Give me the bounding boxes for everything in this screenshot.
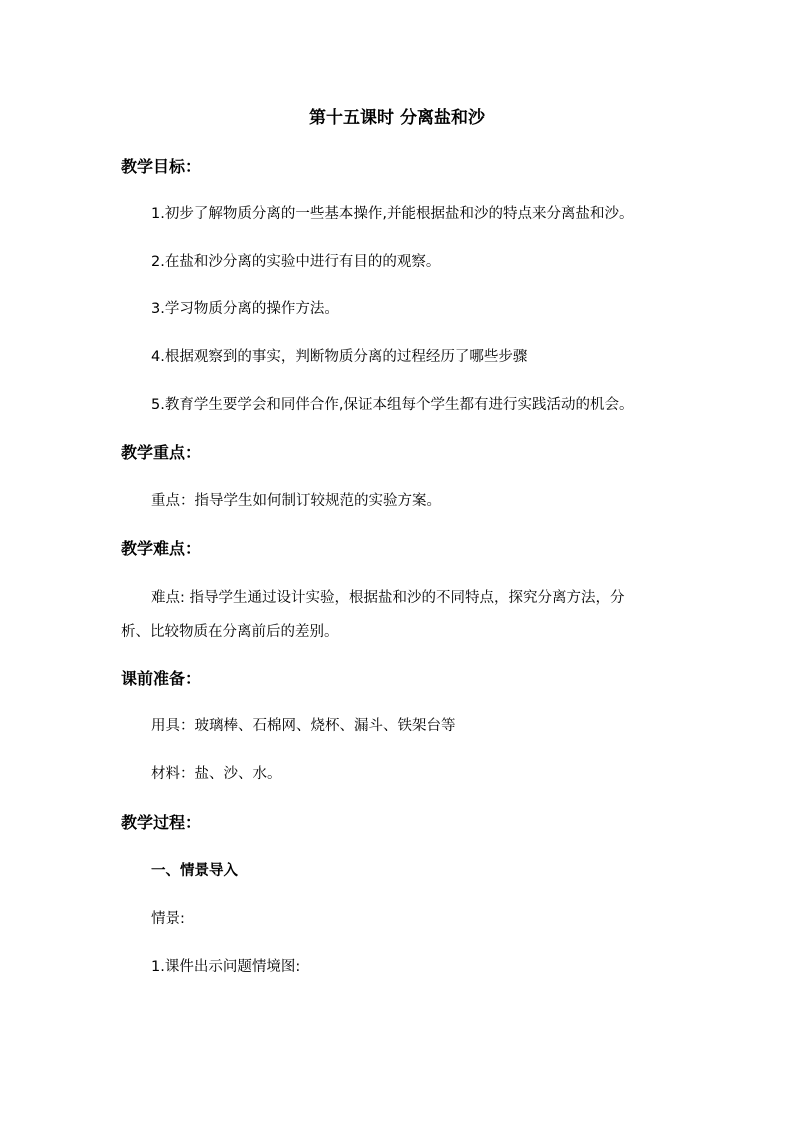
key-points-text: 重点：指导学生如何制订较规范的实验方案。: [151, 493, 441, 509]
heading-objectives: 教学目标：: [121, 157, 202, 176]
objective-item-3: 3.学习物质分离的操作方法。: [151, 301, 339, 317]
process-subheading: 一、情景导入: [151, 863, 238, 879]
heading-preparation: 课前准备：: [121, 669, 202, 688]
difficulties-line-1: 难点: 指导学生通过设计实验，根据盐和沙的不同特点，探究分离方法，分: [151, 590, 625, 606]
preparation-tools: 用具：玻璃棒、石棉网、烧杯、漏斗、铁架台等: [151, 718, 456, 734]
objective-item-1: 1.初步了解物质分离的一些基本操作,并能根据盐和沙的特点来分离盐和沙。: [151, 206, 634, 222]
heading-process: 教学过程：: [121, 813, 202, 832]
preparation-materials: 材料：盐、沙、水。: [151, 766, 282, 782]
heading-difficulties: 教学难点：: [121, 539, 202, 558]
heading-key-points: 教学重点：: [121, 443, 202, 462]
process-scene-label: 情景:: [151, 911, 185, 927]
objective-item-4: 4.根据观察到的事实，判断物质分离的过程经历了哪些步骤: [151, 349, 528, 365]
difficulties-line-2: 析、比较物质在分离前后的差别。: [121, 624, 339, 640]
objective-item-5: 5.教育学生要学会和同伴合作,保证本组每个学生都有进行实践活动的机会。: [151, 397, 634, 413]
process-step-1: 1.课件出示问题情境图:: [151, 959, 301, 975]
document-title: 第十五课时 分离盐和沙: [309, 108, 485, 128]
objective-item-2: 2.在盐和沙分离的实验中进行有目的的观察。: [151, 254, 441, 270]
